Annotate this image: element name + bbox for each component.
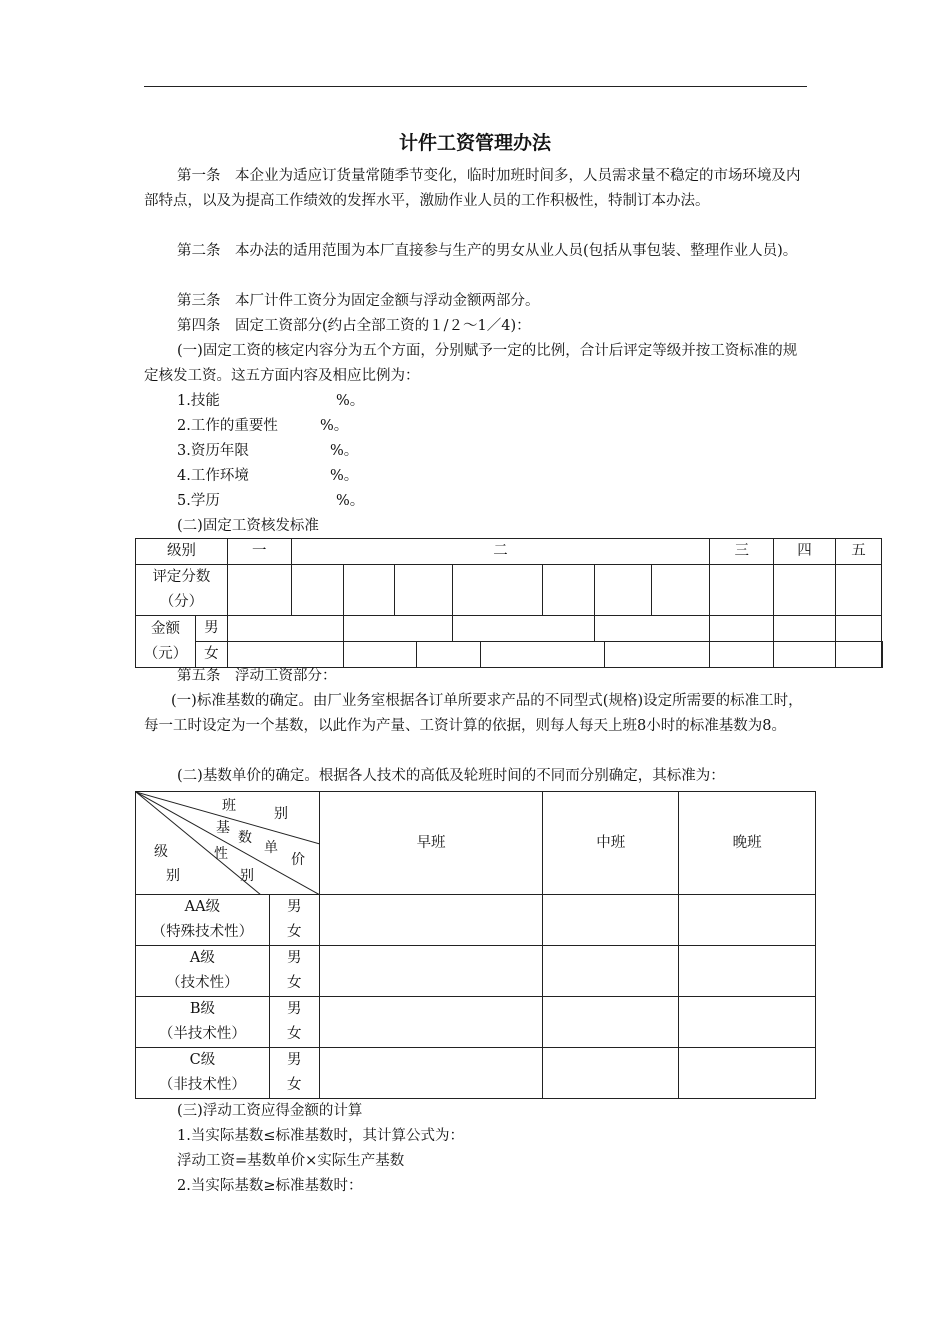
table-cell — [679, 946, 816, 997]
grade-label: AA级 （特殊技术性） — [136, 895, 270, 946]
article-1: 第一条 本企业为适应订货量常随季节变化，临时加班时间多，人员需求量不稳定的市场环境及内部特点，以及为提高工作绩效的发挥水平，激励作业人员的工作积极性，特制订本办法。 — [144, 168, 801, 209]
gender-label: 男 女 — [269, 1048, 319, 1099]
gender-male: 男 — [195, 616, 227, 642]
table-cell — [543, 946, 679, 997]
article-5-3: (三)浮动工资应得金额的计算 — [177, 1103, 363, 1119]
table-cell — [679, 1048, 816, 1099]
table-cell — [291, 565, 343, 616]
table-cell — [319, 997, 543, 1048]
page-title: 计件工资管理办法 — [398, 132, 551, 154]
ratio-item: 2.工作的重要性 %。 — [177, 418, 349, 434]
article-4-2: (二)固定工资核发标准 — [177, 518, 319, 534]
table-cell — [710, 565, 774, 616]
shift-header: 晚班 — [679, 792, 816, 895]
corner-label: 性 — [214, 846, 228, 862]
grade-cell: 三 — [710, 539, 774, 565]
article-5-2: (二)基数单价的确定。根据各人技术的高低及轮班时间的不同而分别确定，其标准为： — [177, 768, 725, 784]
corner-label: 别 — [166, 868, 180, 884]
table-cell — [835, 565, 881, 616]
table-cell — [594, 616, 710, 642]
article-5: 第五条 浮动工资部分： — [177, 668, 337, 684]
corner-label: 基 — [216, 820, 230, 836]
table-cell — [543, 1048, 679, 1099]
corner-label: 班 — [222, 798, 236, 814]
article-4: 第四条 固定工资部分(约占全部工资的１/２～1／4)： — [177, 318, 531, 334]
grade-label: A级 （技术性） — [136, 946, 270, 997]
table-cell — [774, 616, 836, 642]
table-cell — [319, 895, 543, 946]
article-2: 第二条 本办法的适用范围为本厂直接参与生产的男女从业人员(包括从事包装、整理作业人员)。 — [177, 243, 798, 259]
unit-price-table — [135, 791, 816, 1099]
corner-label: 价 — [291, 852, 305, 868]
shift-header: 早班 — [319, 792, 543, 895]
grade-header: 级别 — [136, 539, 228, 565]
table-cell — [543, 997, 679, 1048]
grade-label: C级 （非技术性） — [136, 1048, 270, 1099]
fixed-wage-table — [135, 538, 883, 668]
corner-label: 别 — [274, 806, 288, 822]
table-cell — [679, 997, 816, 1048]
corner-label: 别 — [240, 868, 254, 884]
formula: 浮动工资=基数单价×实际生产基数 — [177, 1153, 405, 1169]
corner-label: 单 — [264, 840, 278, 856]
article-5-3-1: 1.当实际基数≤标准基数时，其计算公式为： — [177, 1128, 464, 1144]
table-cell — [774, 565, 836, 616]
table-cell — [542, 565, 594, 616]
table-cell — [453, 565, 543, 616]
corner-label: 数 — [238, 830, 252, 846]
article-5-3-2: 2.当实际基数≥标准基数时： — [177, 1178, 363, 1194]
table-cell — [594, 565, 652, 616]
header-rule — [144, 86, 807, 87]
gender-female: 女 — [195, 642, 227, 668]
grade-cell: 四 — [774, 539, 836, 565]
grade-label: B级 （半技术性） — [136, 997, 270, 1048]
table-cell — [343, 616, 453, 642]
ratio-item: 5.学历 %。 — [177, 493, 365, 509]
article-3: 第三条 本厂计件工资分为固定金额与浮动金额两部分。 — [177, 293, 540, 309]
table-cell — [453, 616, 595, 642]
amount-header: 金额 （元） — [136, 616, 196, 668]
table-cell — [227, 565, 291, 616]
table-cell — [652, 565, 710, 616]
table-cell — [395, 565, 453, 616]
corner-label: 级 — [154, 844, 168, 860]
ratio-item: 3.资历年限 %。 — [177, 443, 359, 459]
table-cell — [227, 616, 343, 642]
article-4-1: (一)固定工资的核定内容分为五个方面，分别赋予一定的比例，合计后评定等级并按工资标准的规定核发工资。这五方面内容及相应比例为： — [144, 343, 798, 384]
article-5-1: (一)标准基数的确定。由厂业务室根据各订单所要求产品的不同型式(规格)设定所需要的标准工时，每一工时设定为一个基数，以此作为产量、工资计算的依据，则每人每天上班8小时的标准基数为8。 — [144, 693, 803, 734]
score-header: 评定分数 （分） — [136, 565, 228, 616]
table-cell — [882, 642, 883, 668]
table-cell — [835, 616, 881, 642]
table-cell — [319, 946, 543, 997]
table-cell — [679, 895, 816, 946]
gender-label: 男 女 — [269, 946, 319, 997]
gender-label: 男 女 — [269, 895, 319, 946]
table-cell — [343, 565, 395, 616]
table-cell — [543, 895, 679, 946]
table-cell — [319, 1048, 543, 1099]
grade-cell: 五 — [835, 539, 881, 565]
table-cell — [710, 616, 774, 642]
diagonal-header — [136, 792, 320, 895]
grade-cell: 二 — [291, 539, 710, 565]
shift-header: 中班 — [543, 792, 679, 895]
ratio-item: 1.技能 %。 — [177, 393, 365, 409]
ratio-item: 4.工作环境 %。 — [177, 468, 359, 484]
grade-cell: 一 — [227, 539, 291, 565]
gender-label: 男 女 — [269, 997, 319, 1048]
